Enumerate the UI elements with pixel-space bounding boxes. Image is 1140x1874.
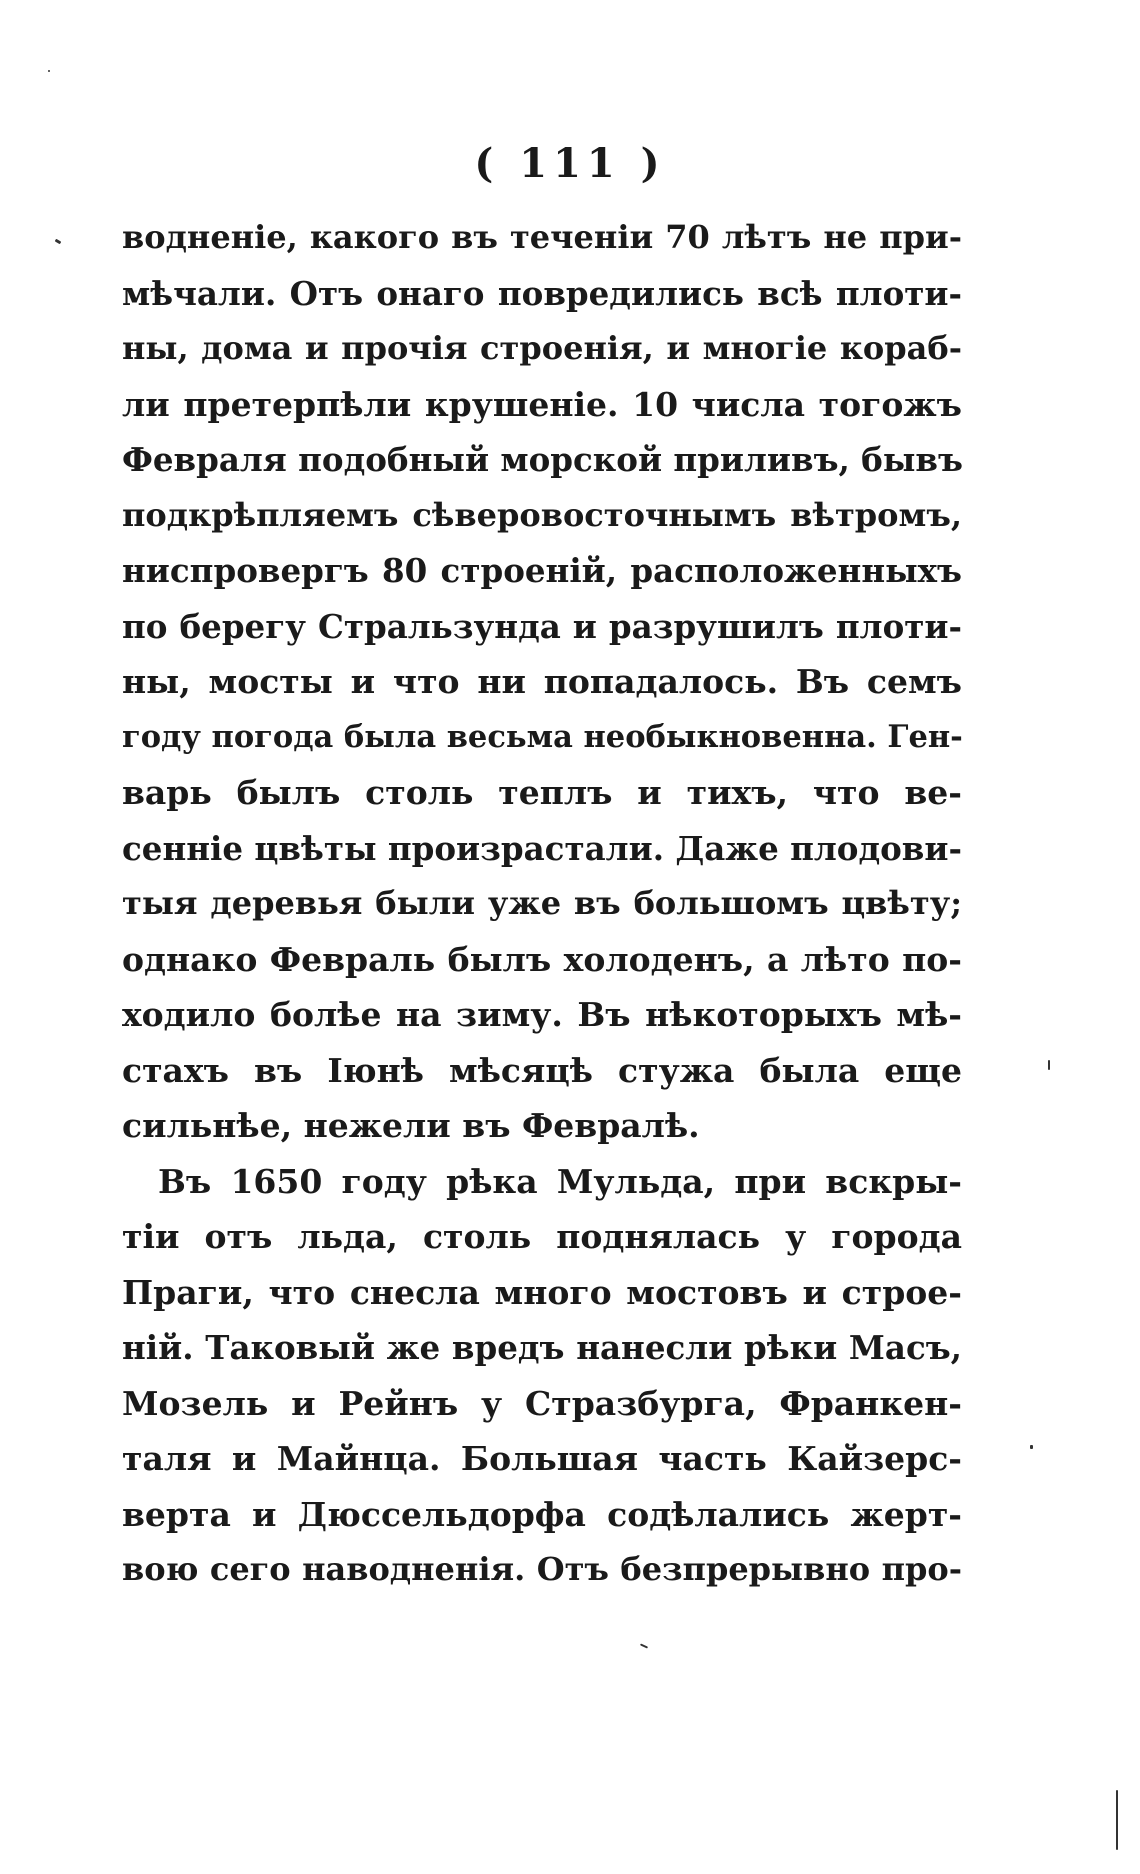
scan-speck [1116, 1790, 1118, 1850]
text-line: году погода была весьма необыкновенна. Ген- [122, 718, 963, 755]
text-line: сенніе цвѣты произрастали. Даже плодови- [122, 828, 962, 868]
text-line: Въ 1650 году рѣка Мульда, при вскры- [158, 1161, 962, 1201]
scan-speck [1030, 1445, 1033, 1449]
scan-speck [55, 239, 62, 245]
text-line: ній. Таковый же вредъ нанесли рѣки Масъ, [122, 1328, 962, 1367]
scan-speck [640, 1643, 648, 1648]
text-line: ходило болѣе на зиму. Въ нѣкоторыхъ мѣ- [122, 995, 962, 1034]
text-line: подкрѣпляемъ сѣверовосточнымъ вѣтромъ, [122, 495, 962, 534]
scan-speck [1048, 1060, 1050, 1070]
text-line: водненіе, какого въ теченіи 70 лѣтъ не при- [122, 218, 962, 256]
text-line: мѣчали. Отъ онаго повредились всѣ плоти- [122, 273, 962, 313]
text-line: ны, дома и прочія строенія, и многіе кораб- [122, 329, 962, 367]
text-line: Мозель и Рейнъ у Стразбурга, Франкен- [122, 1383, 962, 1423]
text-line: верта и Дюссельдорфа содѣлались жерт- [122, 1494, 962, 1534]
text-line: варь былъ столь теплъ и тихъ, что ве- [122, 773, 962, 812]
text-line: стахъ въ Іюнѣ мѣсяцѣ стужа была еще [122, 1050, 962, 1090]
text-line: ны, мосты и что ни попадалось. Въ семъ [122, 662, 962, 701]
text-line: однако Февраль былъ холоденъ, а лѣто по- [122, 939, 962, 979]
text-line: тіи отъ льда, столь поднялась у города [122, 1217, 962, 1256]
text-line: Праги, что снесла много мостовъ и строе- [122, 1272, 962, 1312]
text-line: Февраля подобный морской приливъ, бывъ [122, 440, 963, 479]
scan-speck [48, 70, 50, 72]
text-line: вою сего наводненія. Отъ безпрерывно про- [122, 1550, 962, 1588]
text-line: по берегу Стральзунда и разрушилъ плоти- [122, 606, 962, 646]
text-line: тыя деревья были уже въ большомъ цвѣту; [122, 884, 962, 922]
text-line: ниспровергъ 80 строеній, расположенныхъ [122, 551, 962, 590]
text-line: таля и Майнца. Большая часть Кайзерс- [122, 1439, 962, 1478]
body-text [122, 210, 962, 1598]
text-line: сильнѣе, нежели въ Февралѣ. [122, 1106, 700, 1145]
text-line: ли претерпѣли крушеніе. 10 числа тогожъ [122, 384, 962, 424]
page-number: ( 111 ) [474, 140, 666, 187]
